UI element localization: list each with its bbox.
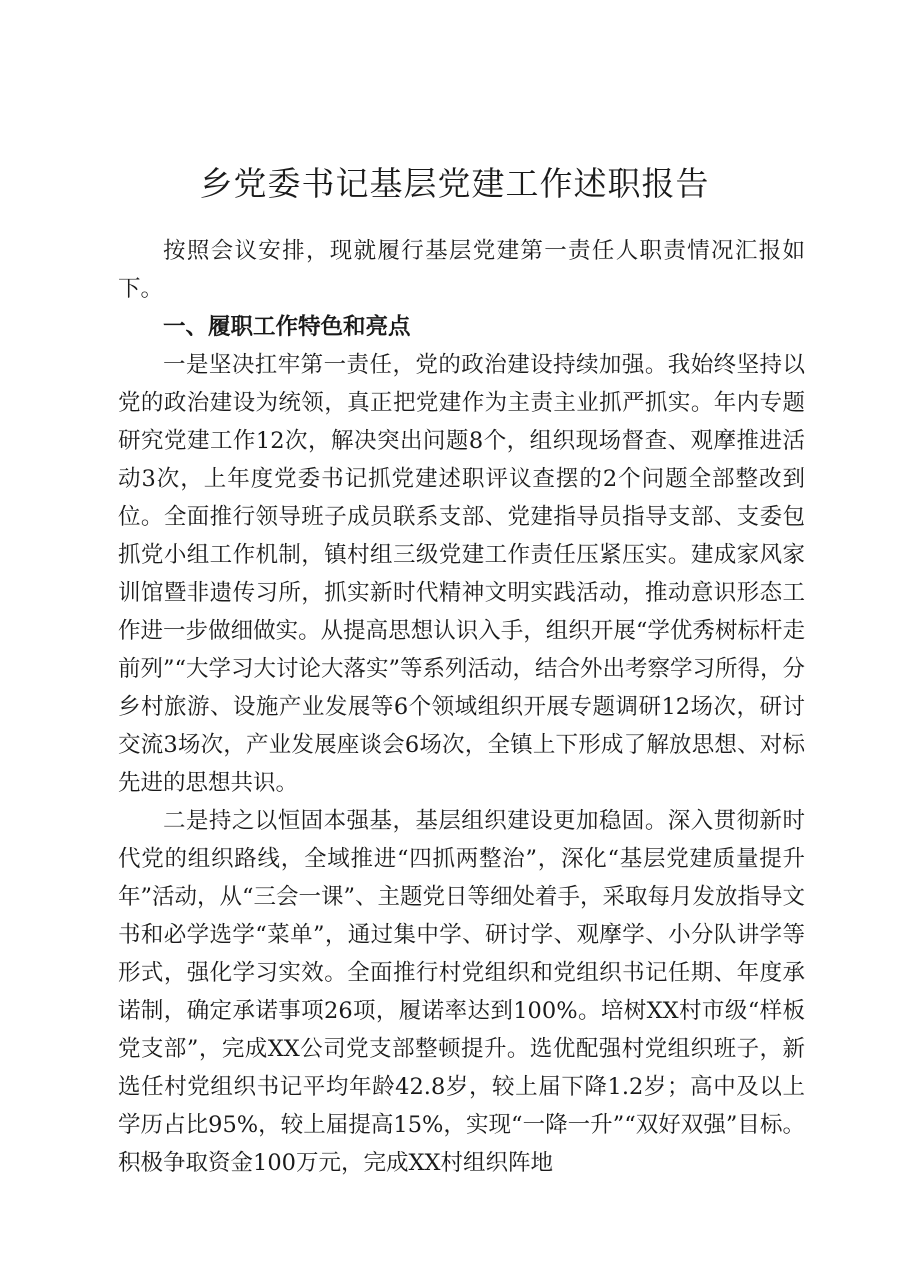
document-body <box>118 232 805 1182</box>
body-paragraph-1: 一是坚决扛牢第一责任，党的政治建设持续加强。我始终坚持以党的政治建设为统领，真正把党建作为主责主业抓严抓实。年内专题研究党建工作12次，解决突出问题8个，组织现场督查、观摩推进活动3次，上年度党委书记抓党建述职评议查摆的2个问题全部整改到位。全面推行领导班子成员联系支部、党建指导员指导支部、支委包抓党小组工作机制，镇村组三级党建工作责任压紧压实。建成家风家训馆暨非遗传习所，抓实新时代精神文明实践活动，推动意识形态工作进一步做细做实。从提高思想认识入手，组织开展“学优秀树标杆走前列”“大学习大讨论大落实”等系列活动，结合外出考察学习所得，分乡村旅游、设施产业发展等6个领域组织开展专题调研12场次，研讨交流3场次，产业发展座谈会6场次，全镇上下形成了解放思想、对标先进的思想共识。 <box>118 352 806 796</box>
section-heading: 一、履职工作特色和亮点 <box>163 314 411 340</box>
intro-paragraph: 按照会议安排，现就履行基层党建第一责任人职责情况汇报如下。 <box>118 238 805 302</box>
document-title: 乡党委书记基层党建工作述职报告 <box>199 164 710 203</box>
body-paragraph-2: 二是持之以恒固本强基，基层组织建设更加稳固。深入贯彻新时代党的组织路线，全域推进“四抓两整治”，深化“基层党建质量提升年”活动，从“三会一课”、主题党日等细处着手，采取每月发放指导文书和必学选学“菜单”，通过集中学、研讨学、观摩学、小分队讲学等形式，强化学习实效。全面推行村党组织和党组织书记任期、年度承诺制，确定承诺事项26项，履诺率达到100%。培树XX村市级“样板党支部”，完成XX公司党支部整顿提升。选优配强村党组织班子，新选任村党组织书记平均年龄42.8岁，较上届下降1.2岁；高中及以上学历占比95%，较上届提高15%，实现“一降一升”“双好双强”目标。积极争取资金100万元，完成XX村组织阵地 <box>118 808 806 1176</box>
